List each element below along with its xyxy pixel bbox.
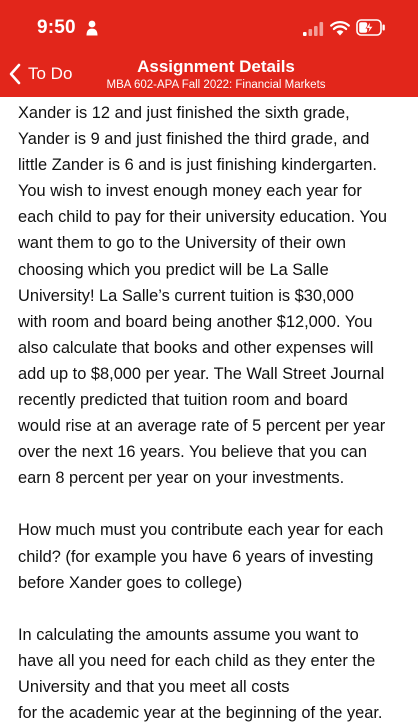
- text-line: child? (for example you have 6 years of investing: [18, 547, 374, 566]
- text-line: for the academic year at the beginning of the year.: [18, 703, 383, 722]
- page-title: Assignment Details: [137, 57, 295, 76]
- text-line: University! La Salle’s current tuition is $30,000: [18, 286, 354, 305]
- text-line: also calculate that books and other expenses will: [18, 338, 374, 357]
- assignment-paragraph-1: [18, 100, 410, 491]
- text-line: recently predicted that tuition room and board: [18, 391, 348, 410]
- assignment-paragraph-2: [18, 517, 410, 595]
- back-button[interactable]: [8, 60, 72, 88]
- wifi-icon: [330, 20, 350, 36]
- nav-title-block: [88, 57, 344, 93]
- text-line: How much must you contribute each year for each: [18, 521, 384, 540]
- status-time: 9:50: [37, 17, 76, 38]
- assignment-paragraph-3: [18, 622, 410, 726]
- text-line: little Zander is 6 and is just finishing kindergarten.: [18, 156, 377, 175]
- text-line: In calculating the amounts assume you want to: [18, 625, 359, 644]
- text-line: You wish to invest enough money each year for: [18, 182, 362, 201]
- course-subtitle: MBA 602-APA Fall 2022: Financial Markets: [106, 79, 326, 91]
- text-line: each child to pay for their university education. You: [18, 208, 388, 227]
- text-line: earn 8 percent per year on your investments.: [18, 469, 345, 488]
- signal-icon: [303, 22, 325, 36]
- header-bar: [0, 0, 418, 97]
- status-bar: [0, 0, 418, 56]
- text-line: before Xander goes to college): [18, 573, 243, 592]
- text-line: add up to $8,000 per year. The Wall Street Journal: [18, 364, 385, 383]
- text-line: would rise at an average rate of 5 percent per year: [18, 417, 386, 436]
- assignment-body: [18, 100, 410, 726]
- back-label: To Do: [28, 64, 73, 83]
- text-line: have all you need for each child as they enter the: [18, 651, 376, 670]
- text-line: choosing which you predict will be La Salle: [18, 260, 329, 279]
- text-line: Xander is 12 and just finished the sixth grade,: [18, 104, 350, 122]
- chevron-left-icon: [8, 63, 22, 85]
- text-line: Yander is 9 and just finished the third grade, and: [18, 130, 370, 149]
- text-line: with room and board being another $12,000. You: [18, 312, 373, 331]
- person-icon: [86, 20, 98, 36]
- text-line: over the next 16 years. You believe that you can: [18, 443, 367, 462]
- text-line: University and that you meet all costs: [18, 677, 290, 696]
- battery-charging-icon: [356, 19, 386, 36]
- text-line: want them to go to the University of their own: [18, 234, 346, 253]
